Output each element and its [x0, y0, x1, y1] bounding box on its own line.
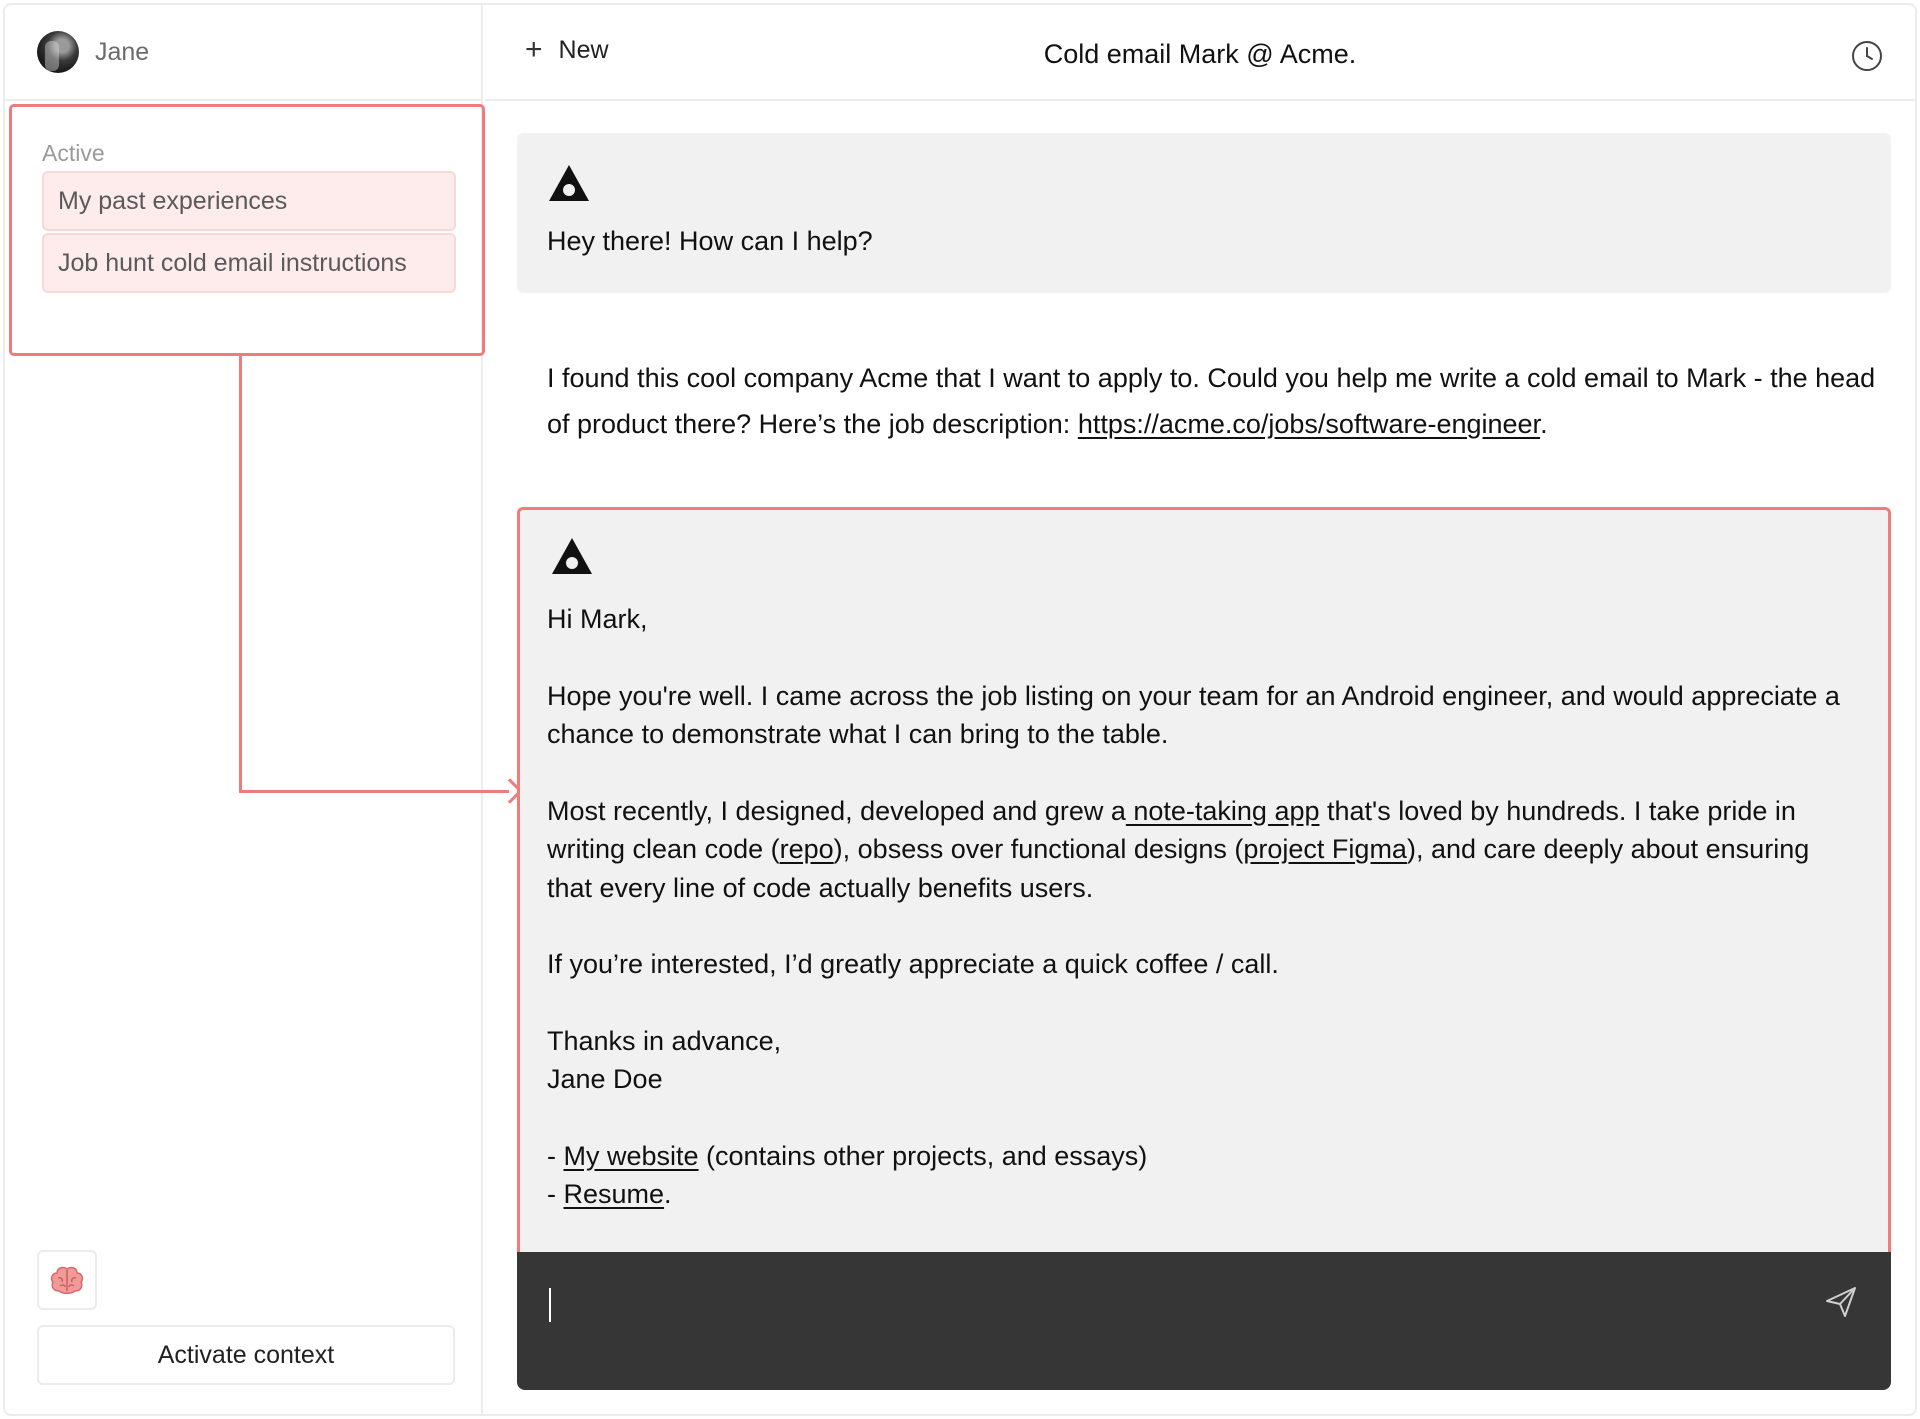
connector-line: [239, 356, 242, 793]
user-header: [5, 5, 481, 101]
email-paragraph: If you’re interested, I’d greatly appreciate a quick coffee / call.: [547, 949, 1279, 979]
email-draft: [547, 600, 1857, 1252]
message-input[interactable]: [557, 1288, 1757, 1319]
chat-title: Cold email Mark @ Acme.: [1043, 39, 1357, 69]
active-label: Active: [42, 140, 105, 166]
user-name: Jane: [95, 37, 150, 66]
resume-link[interactable]: Resume: [563, 1179, 665, 1209]
list-dash: -: [547, 1179, 564, 1209]
email-links-list: [547, 1137, 1857, 1214]
new-chat-label: New: [558, 35, 609, 64]
activate-context-button[interactable]: Activate context: [37, 1325, 455, 1385]
app-window: [3, 3, 1917, 1416]
email-greeting: Hi Mark,: [547, 604, 648, 634]
signature-text: Jane Doe: [547, 1064, 663, 1094]
email-text: (contains other projects, and essays): [698, 1140, 1148, 1171]
email-signoff: [547, 1022, 1857, 1099]
email-text: Most recently, I designed, developed and grew a: [547, 795, 1126, 826]
repo-link[interactable]: repo: [779, 834, 834, 864]
list-dash: -: [547, 1140, 564, 1171]
signoff-text: Thanks in advance,: [547, 1025, 782, 1056]
assistant-logo-icon: [547, 163, 591, 203]
job-description-link[interactable]: https://acme.co/jobs/software-engineer: [1077, 409, 1541, 439]
context-item[interactable]: Job hunt cold email instructions: [42, 233, 456, 293]
text-caret: [549, 1288, 551, 1322]
message-composer: [517, 1252, 1891, 1390]
active-context-panel: [9, 104, 485, 356]
sidebar: [5, 5, 483, 1414]
project-figma-link[interactable]: project Figma: [1243, 834, 1407, 864]
plus-icon: +: [525, 33, 543, 66]
context-item[interactable]: My past experiences: [42, 171, 456, 231]
email-text: ), and care deeply about ensuring that every line of code actually benefits users.: [547, 834, 1810, 903]
history-clock-icon[interactable]: [1851, 40, 1883, 72]
assistant-message: [517, 133, 1891, 293]
email-text: ), obsess over functional designs (: [833, 834, 1244, 864]
email-text: that's loved by hundreds. I take pride in writing clean code (: [547, 795, 1796, 864]
user-message-text: .: [1540, 409, 1548, 439]
email-paragraph: [547, 792, 1857, 908]
chat-main: [485, 5, 1915, 1414]
user-message-text: I found this cool company Acme that I want to apply to. Could you help me write a cold email to Mark - the head of product there? Here’s the job description:: [547, 363, 1876, 439]
send-icon[interactable]: [1823, 1284, 1859, 1320]
connector-line: [239, 790, 509, 793]
brain-button[interactable]: [37, 1250, 97, 1310]
chat-header: [485, 5, 1915, 101]
my-website-link[interactable]: My website: [563, 1140, 699, 1171]
note-taking-app-link[interactable]: note-taking app: [1125, 795, 1320, 826]
assistant-email-message: [517, 507, 1891, 1267]
avatar[interactable]: [37, 31, 79, 73]
assistant-logo-icon: [550, 536, 594, 576]
assistant-message-text: Hey there! How can I help?: [547, 226, 873, 256]
email-paragraph: Hope you're well. I came across the job listing on your team for an Android engineer, and would appreciate a chance to demonstrate what I can bring to the table.: [547, 680, 1840, 749]
user-message: [547, 355, 1877, 447]
brain-icon: [50, 1265, 84, 1295]
email-text: .: [664, 1179, 672, 1209]
